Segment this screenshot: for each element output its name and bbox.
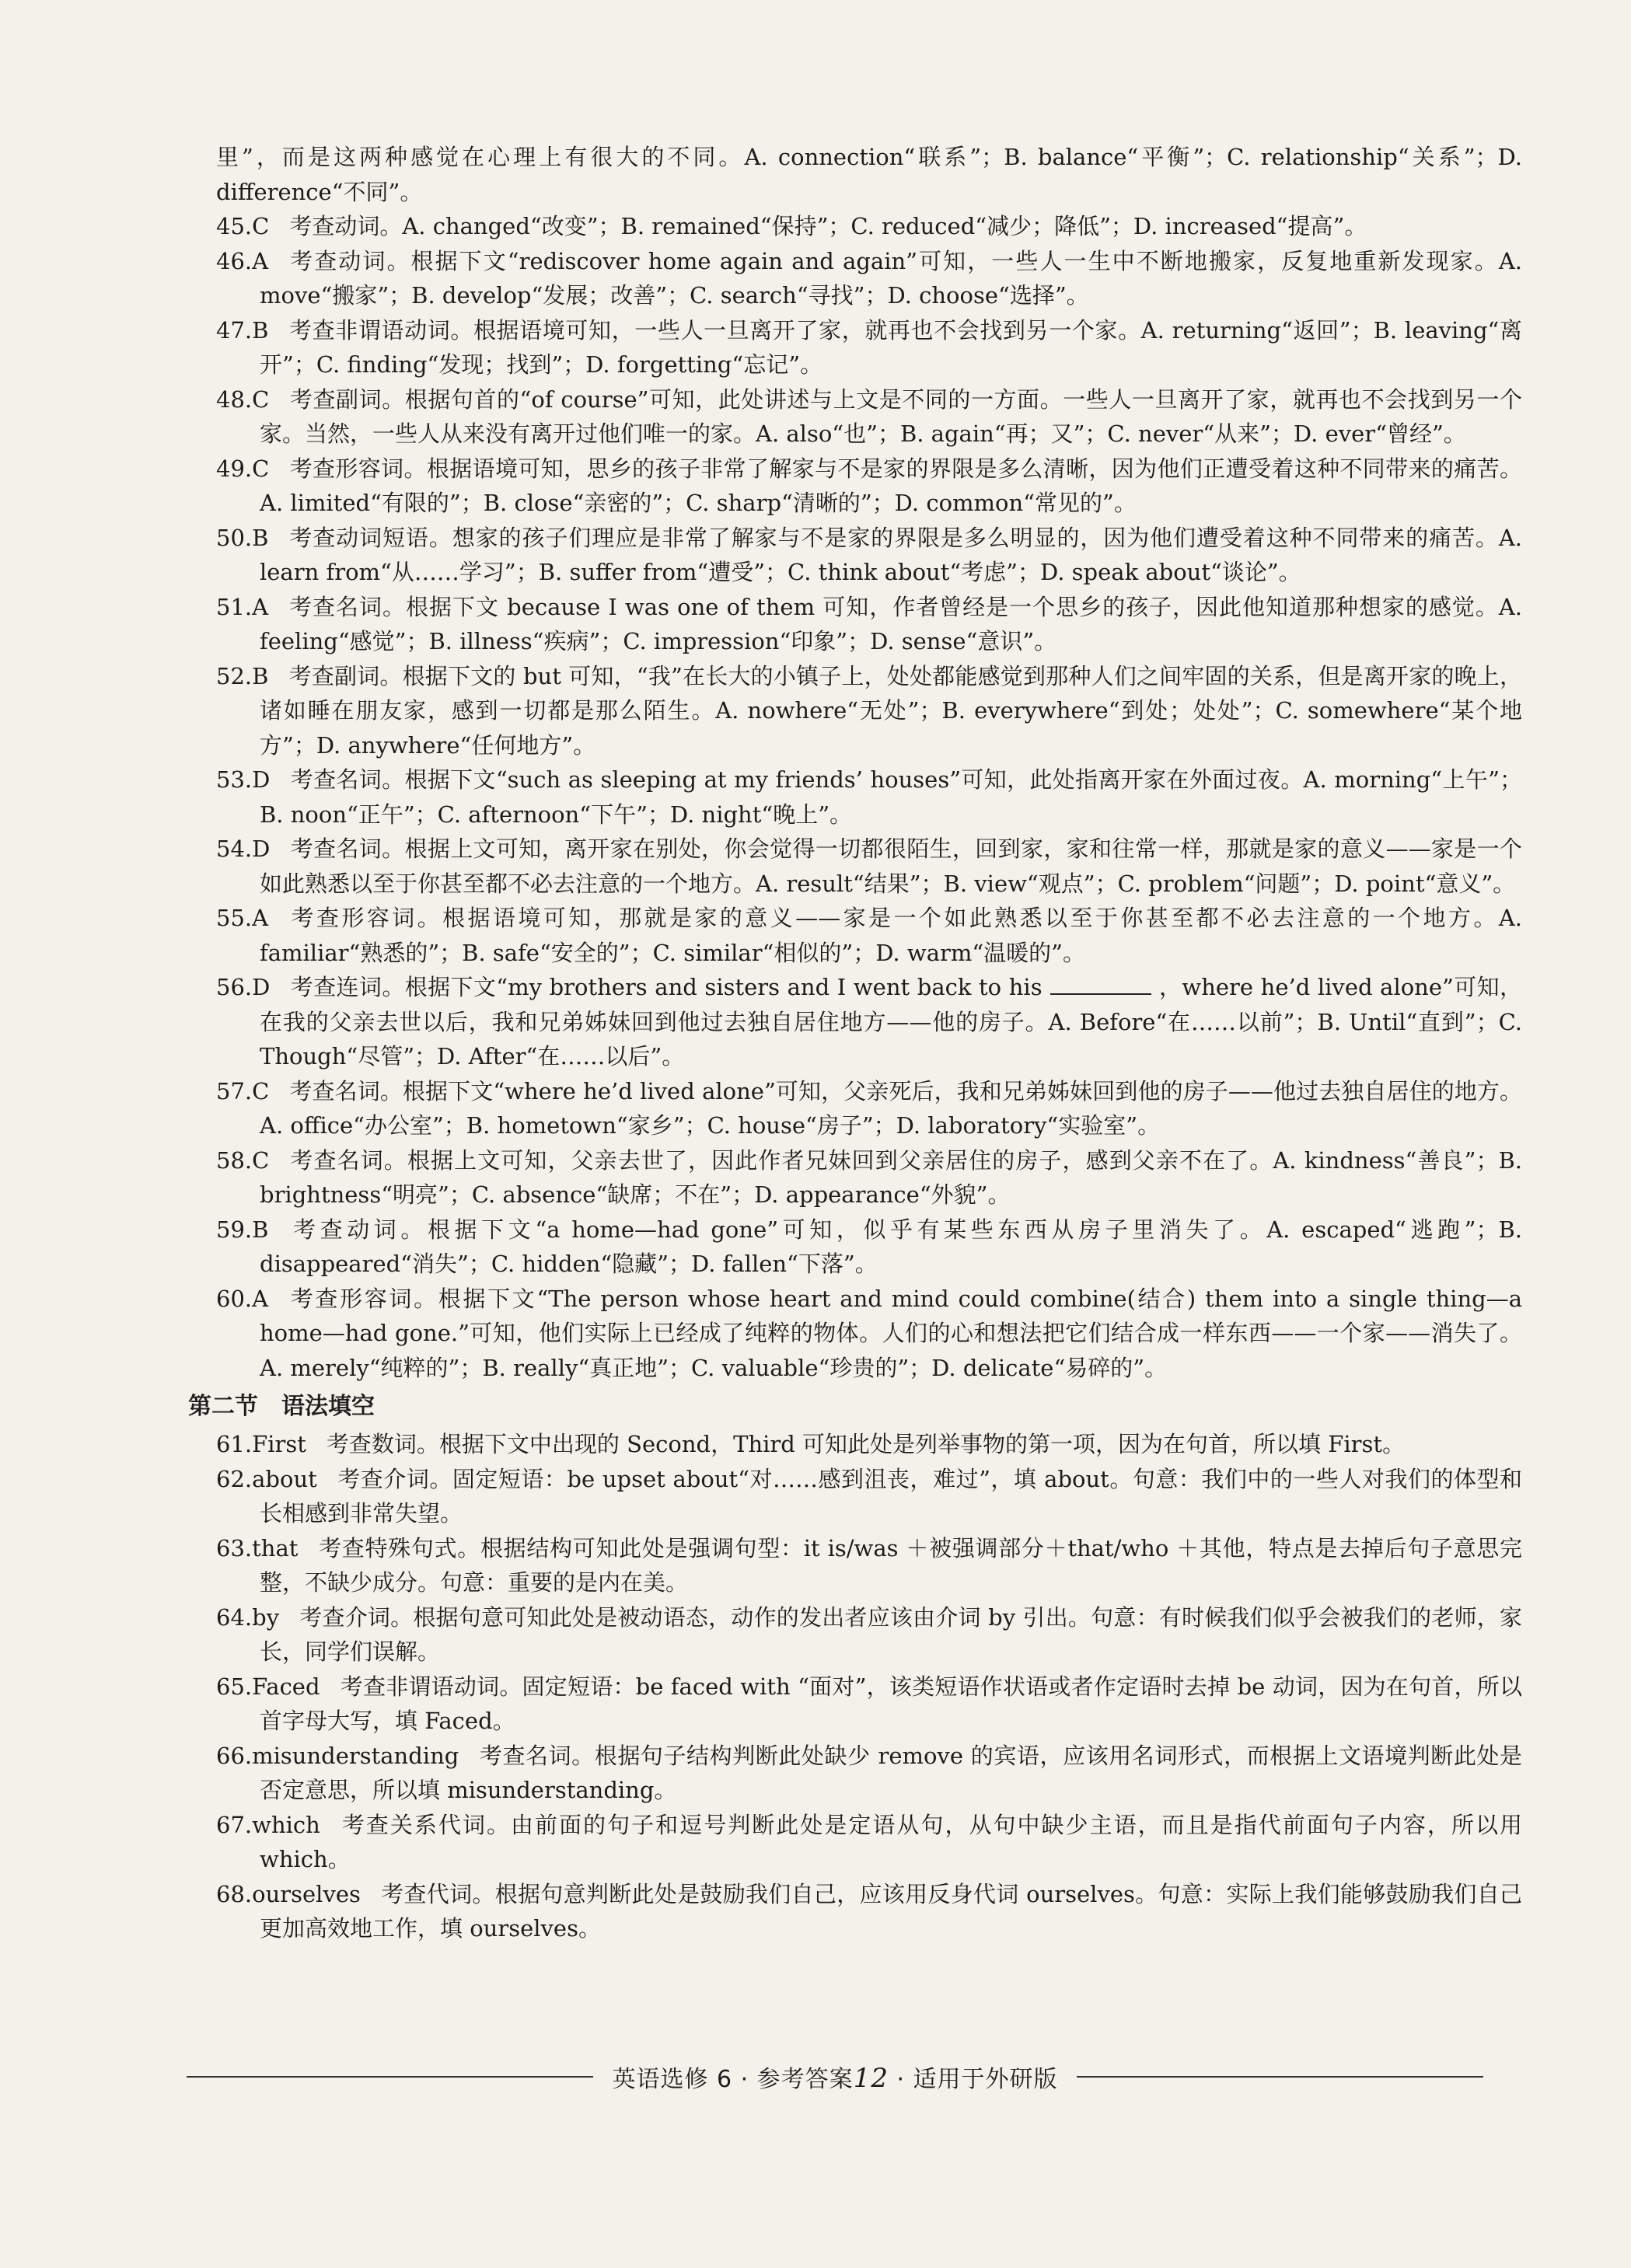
item-explanation: 考查形容词。根据下文“The person whose heart and mind could combine(结合) them into a single thing—a home—had gone.”可知，他们实际上已经成了纯粹的物体。人们的心和想法把它们结合成一样东西——一个家——消失了。A. merely“纯粹的”；B. really“真正地”；C. valuable“珍贵的”；D. delicate“易碎的”。 [260,1285,1522,1381]
grammar-answer-list [216,1427,1522,1946]
item-explanation: 考查代词。根据句意判断此处是鼓励我们自己，应该用反身代词 ourselves。句意：实际上我们能够鼓励我们自己更加高效地工作，填 ourselves。 [260,1880,1522,1942]
item-number: 56. [216,974,253,1000]
item-explanation: 考查动词。根据下文“a home—had gone”可知，似乎有某些东西从房子里消失了。A. escaped“逃跑”；B. disappeared“消失”；C. hidden“隐藏”；D. fallen“下落”。 [260,1216,1522,1277]
item-answer: C [252,1077,270,1104]
page-footer [187,2060,1483,2094]
item-number: 55. [216,905,253,931]
answer-item [216,1427,1522,1462]
item-explanation: 考查动词。A. changed“改变”；B. remained“保持”；C. reduced“减少；降低”；D. increased“提高”。 [289,213,1367,239]
answer-item [216,590,1522,659]
item-number: 67. [216,1811,253,1838]
item-answer: B [252,1216,269,1243]
item-explanation: 考查动词。根据下文“rediscover home again and again”可知，一些人一生中不断地搬家，反复地重新发现家。A. move“搬家”；B. develop“发展；改善”；C. search“寻找”；D. choose“选择”。 [260,247,1522,309]
item-number: 61. [216,1431,253,1457]
item-number: 64. [216,1603,253,1631]
item-answer: C [252,1146,270,1174]
answer-item [216,521,1522,590]
item-answer: First [252,1431,306,1457]
item-explanation: 考查非谓语动词。根据语境可知，一些人一旦离开了家，就再也不会找到另一个家。A. returning“返回”；B. leaving“离开”；C. finding“发现；找到”；D. forgetting“忘记”。 [260,316,1522,378]
item-number: 57. [216,1077,253,1104]
item-answer: that [252,1534,299,1561]
item-answer: D [252,766,271,793]
item-number: 68. [216,1880,253,1907]
item-answer: B [252,316,269,344]
answer-item [216,762,1522,832]
item-number: 46. [216,247,253,274]
item-answer: D [252,974,271,1000]
item-explanation: 考查动词短语。想家的孩子们理应是非常了解家与不是家的界限是多么明显的，因为他们遭受着这种不同带来的痛苦。A. learn from“从……学习”；B. suffer from“遭受”；C. think about“考虑”；D. speak about“谈论”。 [260,524,1522,585]
item-explanation: 考查特殊句式。根据结构可知此处是强调句型：it is/was ＋被强调部分＋that/who ＋其他，特点是去掉后句子意思完整，不缺少成分。句意：重要的是内在美。 [260,1534,1522,1596]
item-answer: ourselves [252,1880,361,1907]
footer-text [612,2060,1057,2094]
blank-line [1050,975,1151,995]
answer-item [216,244,1522,313]
answer-item [216,1739,1522,1808]
item-explanation: 考查形容词。根据语境可知，思乡的孩子非常了解家与不是家的界限是多么清晰，因为他们正遭受着这种不同带来的痛苦。A. limited“有限的”；B. close“亲密的”；C. sharp“清晰的”；D. common“常见的”。 [260,455,1522,516]
answer-item [216,1213,1522,1282]
item-explanation: 考查非谓语动词。固定短语：be faced with “面对”，该类短语作状语或者作定语时去掉 be 动词，因为在句首，所以首字母大写，填 Faced。 [260,1673,1522,1734]
item-explanation: 考查副词。根据下文的 but 可知，“我”在长大的小镇子上，处处都能感觉到那种人们之间牢固的关系，但是离开家的晚上，诸如睡在朋友家，感到一切都是那么陌生。A. nowhere“无处”；B. everywhere“到处；处处”；C. somewhere“某个地方”；D. anywhere“任何地方”。 [260,662,1522,759]
answer-item [216,1877,1522,1946]
answer-item [216,452,1522,521]
answer-item [216,209,1522,244]
item-answer: Faced [252,1673,320,1700]
item-explanation: 考查名词。根据下文“where he’d lived alone”可知，父亲死后，我和兄弟姊妹回到他的房子——他过去独自居住的地方。A. office“办公室”；B. hometown“家乡”；C. house“房子”；D. laboratory“实验室”。 [260,1077,1522,1139]
item-explanation: 考查介词。固定短语：be upset about“对……感到沮丧，难过”，填 about。句意：我们中的一些人对我们的体型和长相感到非常失望。 [260,1465,1522,1527]
item-answer: C [252,386,270,413]
answer-item [216,1074,1522,1143]
item-explanation: 考查关系代词。由前面的句子和逗号判断此处是定语从句，从句中缺少主语，而且是指代前面句子内容，所以用 which。 [260,1811,1522,1872]
answer-item [216,901,1522,970]
item-explanation: 考查副词。根据句首的“of course”可知，此处讲述与上文是不同的一方面。一些人一旦离开了家，就再也不会找到另一个家。当然，一些人从来没有离开过他们唯一的家。A. also“也”；B. again“再；又”；C. never“从来”；D. ever“曾经”。 [260,386,1522,447]
item-number: 62. [216,1465,253,1492]
item-answer: about [252,1465,317,1492]
item-answer: D [252,836,271,862]
item-number: 47. [216,316,253,344]
item-number: 50. [216,524,253,551]
footer-book-title: 英语选修 6 · 参考答案 [612,2066,854,2093]
footer-rule-left [187,2076,593,2078]
cloze-answer-list [216,209,1522,1385]
item-answer: which [252,1811,320,1838]
item-explanation-before: 考查连词。根据下文“my brothers and sisters and I went back to his [290,974,1043,1000]
item-number: 60. [216,1285,253,1312]
item-explanation: 考查名词。根据下文 because I was one of them 可知，作者曾经是一个思乡的孩子，因此他知道那种想家的感觉。A. feeling“感觉”；B. illness“疾病”；C. impression“印象”；D. sense“意识”。 [260,593,1522,654]
item-answer: by [252,1603,280,1631]
answer-item [216,1531,1522,1600]
item-explanation: 考查数词。根据下文中出现的 Second，Third 可知此处是列举事物的第一项，因为在句首，所以填 First。 [326,1431,1406,1457]
answer-item [216,1808,1522,1877]
item-explanation: 考查介词。根据句意可知此处是被动语态，动作的发出者应该由介词 by 引出。句意：有时候我们似乎会被我们的老师，家长，同学们误解。 [260,1603,1522,1665]
intro-continuation: 里”，而是这两种感觉在心理上有很大的不同。A. connection“联系”；B. balance“平衡”；C. relationship“关系”；D. difference“不同”。 [216,144,1522,205]
item-number: 48. [216,386,253,413]
item-answer: C [252,455,270,482]
item-answer: B [252,524,269,551]
item-number: 54. [216,836,253,862]
item-number: 63. [216,1534,253,1561]
answer-item [216,659,1522,763]
answer-item [216,1462,1522,1531]
item-explanation: 考查名词。根据下文“such as sleeping at my friends’ houses”可知，此处指离开家在外面过夜。A. morning“上午”；B. noon“正午”；C. afternoon“下午”；D. night“晚上”。 [260,766,1522,828]
answer-item [216,1670,1522,1739]
item-answer: A [252,247,269,274]
answer-item [216,1600,1522,1670]
item-number: 58. [216,1146,253,1174]
answer-item [216,313,1522,382]
item-number: 52. [216,662,253,689]
item-number: 66. [216,1742,253,1769]
item-number: 45. [216,213,253,239]
item-number: 59. [216,1216,253,1243]
item-number: 51. [216,593,253,620]
page-number: 12 [853,2063,889,2094]
item-explanation-after: ，where he’d lived alone”可知，在我的父亲去世以后，我和兄弟姊妹回到他过去独自居住地方——他的房子。A. Before“在……以前”；B. Until“直到”；C. Though“尽管”；D. After“在……以后”。 [260,974,1522,1069]
item-answer: A [252,905,269,931]
section-title: 第二节 语法填空 [188,1393,375,1420]
item-answer: A [252,593,269,620]
item-explanation: 考查名词。根据句子结构判断此处缺少 remove 的宾语，应该用名词形式，而根据上文语境判断此处是否定意思，所以填 misunderstanding。 [260,1742,1522,1803]
item-answer: C [252,213,270,239]
answer-item [216,1282,1522,1386]
item-answer: misunderstanding [252,1742,459,1769]
item-answer: A [252,1285,269,1312]
answer-item [216,382,1522,452]
item-number: 65. [216,1673,253,1700]
footer-rule-right [1077,2076,1483,2078]
item-explanation: 考查名词。根据上文可知，离开家在别处，你会觉得一切都很陌生，回到家，家和往常一样，那就是家的意义——家是一个如此熟悉以至于你甚至都不必去注意的一个地方。A. result“结果”；B. view“观点”；C. problem“问题”；D. point“意义”。 [260,836,1522,897]
answer-item [216,970,1522,1074]
item-explanation: 考查名词。根据上文可知，父亲去世了，因此作者兄妹回到父亲居住的房子，感到父亲不在了。A. kindness“善良”；B. brightness“明亮”；C. absence“缺席；不在”；D. appearance“外貌”。 [260,1146,1522,1208]
item-answer: B [252,662,269,689]
answer-item [216,1143,1522,1213]
answer-item [216,832,1522,901]
footer-edition: · 适用于外研版 [888,2066,1058,2093]
item-explanation: 考查形容词。根据语境可知，那就是家的意义——家是一个如此熟悉以至于你甚至都不必去注意的一个地方。A. familiar“熟悉的”；B. safe“安全的”；C. similar“相似的”；D. warm“温暖的”。 [260,905,1522,966]
item-number: 49. [216,455,253,482]
item-number: 53. [216,766,253,793]
